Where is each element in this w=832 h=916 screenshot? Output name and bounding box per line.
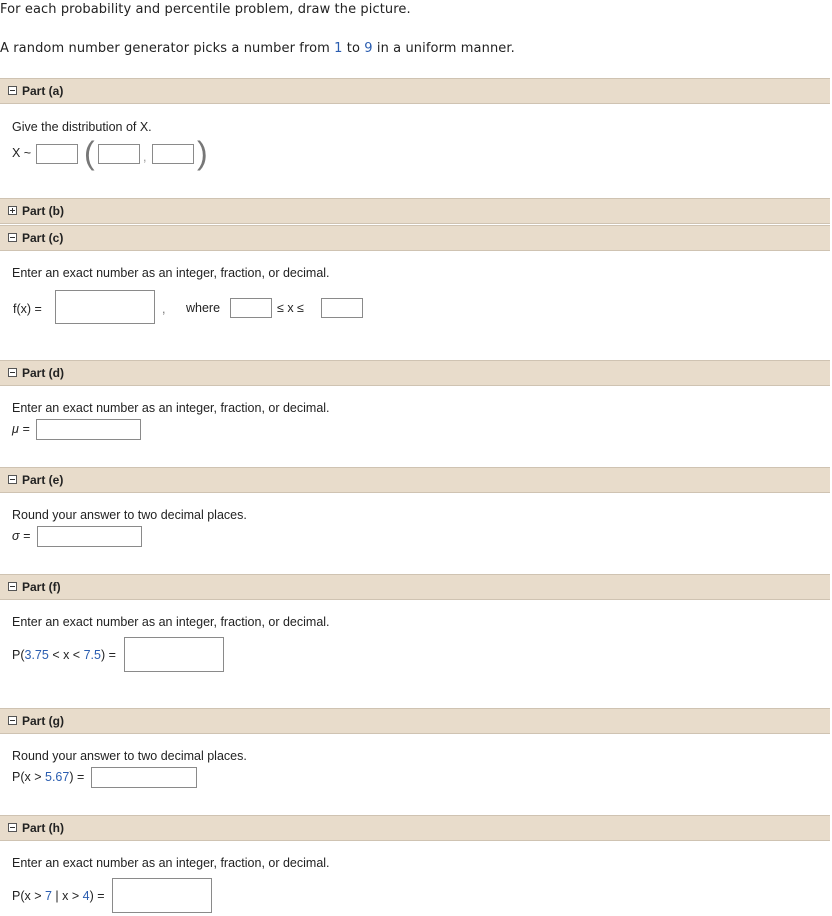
p-event-value: 7	[45, 889, 52, 903]
part-h-answer-input[interactable]	[112, 878, 212, 913]
p-mid: < x <	[48, 648, 84, 662]
part-c-instruction: Enter an exact number as an integer, fraction, or decimal.	[12, 266, 330, 280]
part-e-header[interactable]	[0, 467, 830, 493]
part-f-probability-label	[12, 648, 116, 662]
part-a-var-label: X ~	[12, 146, 32, 160]
collapse-icon[interactable]	[8, 86, 17, 95]
p-threshold-value: 5.67	[45, 770, 70, 784]
param-comma: ,	[143, 150, 147, 164]
part-f-label: Part (f)	[22, 580, 61, 594]
x-upper-bound-input[interactable]	[321, 298, 363, 318]
p-open: P(x >	[12, 889, 45, 903]
fx-label: f(x) =	[13, 302, 42, 316]
part-b-header[interactable]	[0, 198, 830, 224]
part-c-label: Part (c)	[22, 231, 64, 245]
distribution-param-2-input[interactable]	[152, 144, 194, 164]
p-close: ) =	[89, 889, 105, 903]
p-lower-value: 3.75	[24, 648, 49, 662]
part-g-label: Part (g)	[22, 714, 64, 728]
part-a-label: Part (a)	[22, 84, 64, 98]
part-h-probability-label	[12, 889, 105, 903]
p-mid: | x >	[51, 889, 83, 903]
collapse-icon[interactable]	[8, 368, 17, 377]
p-upper-value: 7.5	[83, 648, 101, 662]
distribution-param-1-input[interactable]	[98, 144, 140, 164]
sigma-label: σ =	[12, 529, 31, 543]
distribution-name-input[interactable]	[36, 144, 78, 164]
intro-line-2	[0, 41, 515, 56]
open-paren: (	[84, 135, 95, 171]
part-g-answer-input[interactable]	[91, 767, 197, 788]
p-close: ) =	[69, 770, 85, 784]
part-a-header[interactable]	[0, 78, 830, 104]
mu-input[interactable]	[36, 419, 141, 440]
part-g-header[interactable]	[0, 708, 830, 734]
part-a-instruction: Give the distribution of X.	[12, 120, 152, 134]
p-condition-value: 4	[82, 889, 90, 903]
intro-text-mid: to	[342, 41, 365, 56]
part-h-header[interactable]	[0, 815, 830, 841]
part-e-instruction: Round your answer to two decimal places.	[12, 508, 247, 522]
collapse-icon[interactable]	[8, 582, 17, 591]
fx-comma: ,	[162, 302, 166, 316]
part-d-label: Part (d)	[22, 366, 64, 380]
collapse-icon[interactable]	[8, 475, 17, 484]
close-paren: )	[197, 135, 208, 171]
leq-label: ≤ x ≤	[277, 301, 304, 315]
part-d-header[interactable]	[0, 360, 830, 386]
part-h-label: Part (h)	[22, 821, 64, 835]
intro-text-post: in a uniform manner.	[372, 41, 515, 56]
intro-high-value: 9	[364, 41, 373, 56]
part-c-header[interactable]	[0, 225, 830, 251]
collapse-icon[interactable]	[8, 823, 17, 832]
part-g-probability-label	[12, 770, 84, 784]
sigma-input[interactable]	[37, 526, 142, 547]
p-open: P(	[12, 648, 25, 662]
intro-low-value: 1	[334, 41, 343, 56]
part-e-label: Part (e)	[22, 473, 64, 487]
intro-text-pre: A random number generator picks a number from	[0, 41, 335, 56]
mu-label: μ =	[12, 422, 30, 436]
fx-input[interactable]	[55, 290, 155, 324]
part-f-header[interactable]	[0, 574, 830, 600]
part-f-instruction: Enter an exact number as an integer, fraction, or decimal.	[12, 615, 330, 629]
part-b-label: Part (b)	[22, 204, 64, 218]
x-lower-bound-input[interactable]	[230, 298, 272, 318]
part-f-answer-input[interactable]	[124, 637, 224, 672]
part-d-instruction: Enter an exact number as an integer, fraction, or decimal.	[12, 401, 330, 415]
intro-line-1: For each probability and percentile problem, draw the picture.	[0, 2, 411, 17]
where-label: where	[186, 301, 221, 315]
p-open: P(x >	[12, 770, 45, 784]
part-g-instruction: Round your answer to two decimal places.	[12, 749, 247, 763]
expand-icon[interactable]	[8, 206, 17, 215]
p-close: ) =	[100, 648, 116, 662]
part-h-instruction: Enter an exact number as an integer, fraction, or decimal.	[12, 856, 330, 870]
collapse-icon[interactable]	[8, 233, 17, 242]
collapse-icon[interactable]	[8, 716, 17, 725]
